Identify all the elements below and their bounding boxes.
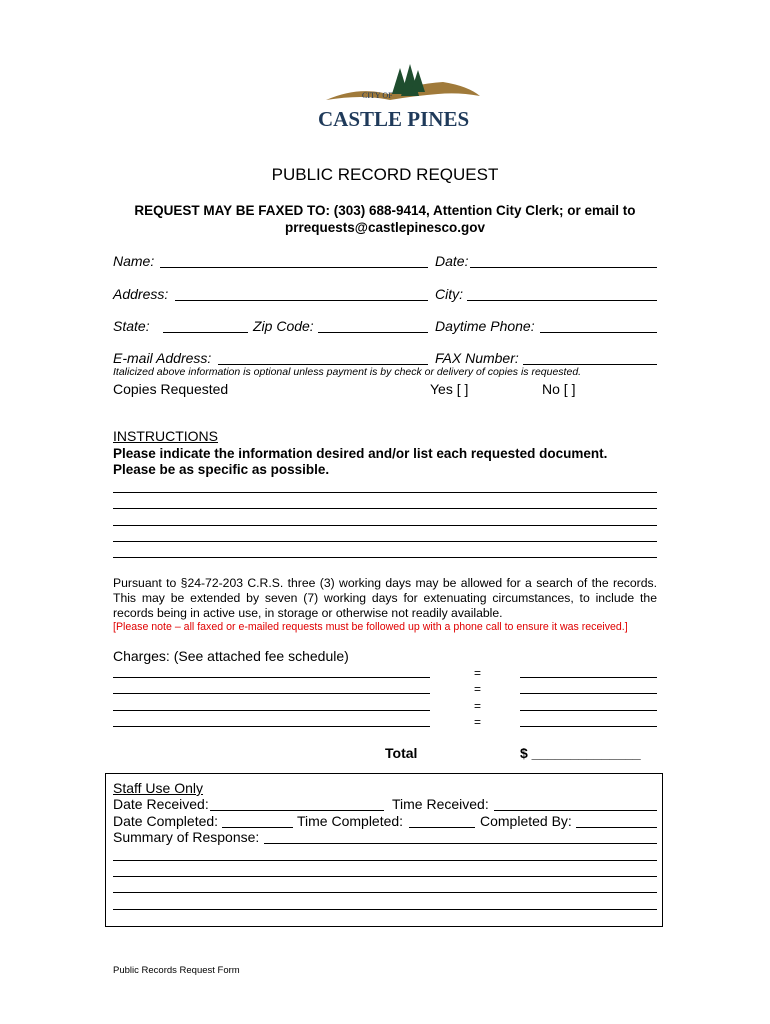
- charge-description-line[interactable]: [113, 726, 430, 727]
- request-line[interactable]: [113, 508, 657, 509]
- charge-amount-line[interactable]: [520, 710, 657, 711]
- footer-text: Public Records Request Form: [113, 965, 240, 976]
- summary-line[interactable]: [113, 909, 657, 910]
- logo-name: CASTLE PINES: [318, 107, 470, 130]
- email-label: E-mail Address:: [113, 350, 212, 366]
- request-line[interactable]: [113, 541, 657, 542]
- email-field[interactable]: [218, 364, 428, 365]
- zip-field[interactable]: [318, 332, 428, 333]
- page-title: PUBLIC RECORD REQUEST: [271, 165, 499, 184]
- date-received-field[interactable]: [210, 810, 384, 811]
- equals-sign: =: [474, 715, 482, 729]
- logo-trees: [392, 64, 425, 96]
- fax-instructions: [100, 202, 670, 236]
- fax-number-field[interactable]: [523, 364, 657, 365]
- date-field[interactable]: [470, 267, 657, 268]
- charge-amount-line[interactable]: [520, 677, 657, 678]
- date-label: Date:: [435, 253, 469, 269]
- date-completed-field[interactable]: [222, 827, 293, 828]
- charge-description-line[interactable]: [113, 693, 430, 694]
- completed-by-field[interactable]: [576, 827, 657, 828]
- charge-description-line[interactable]: [113, 710, 430, 711]
- equals-sign: =: [474, 699, 482, 713]
- logo-city-of: CITY OF: [362, 91, 393, 100]
- summary-line[interactable]: [113, 892, 657, 893]
- instructions-line-1: Please indicate the information desired and/or list each requested document.: [113, 446, 608, 461]
- address-field[interactable]: [175, 300, 428, 301]
- equals-sign: =: [474, 682, 482, 696]
- daytime-phone-label: Daytime Phone:: [435, 318, 535, 334]
- summary-label: Summary of Response:: [113, 829, 260, 845]
- staff-use-heading: Staff Use Only: [113, 780, 204, 796]
- request-line[interactable]: [113, 525, 657, 526]
- fax-number-label: FAX Number:: [435, 350, 519, 366]
- summary-field[interactable]: [264, 843, 657, 844]
- copies-requested-label: Copies Requested: [113, 381, 229, 397]
- request-line[interactable]: [113, 557, 657, 558]
- total-label: Total: [385, 745, 418, 761]
- instructions-line-2: Please be as specific as possible.: [113, 462, 330, 477]
- charge-amount-line[interactable]: [520, 726, 657, 727]
- time-completed-field[interactable]: [409, 827, 475, 828]
- address-label: Address:: [113, 286, 169, 302]
- date-received-label: Date Received:: [113, 796, 209, 812]
- city-label: City:: [435, 286, 463, 302]
- fax-line-2: prrequests@castlepinesco.gov: [285, 220, 485, 235]
- follow-up-note: [Please note – all faxed or e-mailed requests must be followed up with a phone call to ensure it was received.]: [113, 621, 628, 633]
- total-amount-field[interactable]: $ ______________: [520, 745, 641, 761]
- time-completed-label: Time Completed:: [297, 813, 404, 829]
- time-received-label: Time Received:: [392, 796, 489, 812]
- daytime-phone-field[interactable]: [540, 332, 657, 333]
- summary-line[interactable]: [113, 860, 657, 861]
- state-field[interactable]: [163, 332, 248, 333]
- state-label: State:: [113, 318, 150, 334]
- optional-info-note: Italicized above information is optional unless payment is by check or delivery of copies is requested.: [113, 366, 582, 378]
- zip-label: Zip Code:: [253, 318, 314, 334]
- copies-yes-checkbox[interactable]: Yes [ ]: [430, 381, 469, 397]
- time-received-field[interactable]: [494, 810, 657, 811]
- instructions-heading: INSTRUCTIONS: [113, 428, 218, 444]
- castle-pines-logo: [318, 64, 488, 130]
- charge-description-line[interactable]: [113, 677, 430, 678]
- charges-label: Charges: (See attached fee schedule): [113, 648, 349, 664]
- charge-amount-line[interactable]: [520, 693, 657, 694]
- completed-by-label: Completed By:: [480, 813, 572, 829]
- city-field[interactable]: [467, 300, 657, 301]
- request-line[interactable]: [113, 492, 657, 493]
- statute-paragraph: Pursuant to §24-72-203 C.R.S. three (3) working days may be allowed for a search of the records. This may be extended by seven (7) working days for extenuating circumstances, to include the records being in active use, in storage or otherwise not readily available.: [113, 576, 657, 620]
- copies-no-checkbox[interactable]: No [ ]: [542, 381, 576, 397]
- date-completed-label: Date Completed:: [113, 813, 219, 829]
- fax-line-1: REQUEST MAY BE FAXED TO: (303) 688-9414, Attention City Clerk; or email to: [134, 203, 636, 218]
- equals-sign: =: [474, 666, 482, 680]
- name-field[interactable]: [160, 267, 428, 268]
- name-label: Name:: [113, 253, 155, 269]
- summary-line[interactable]: [113, 876, 657, 877]
